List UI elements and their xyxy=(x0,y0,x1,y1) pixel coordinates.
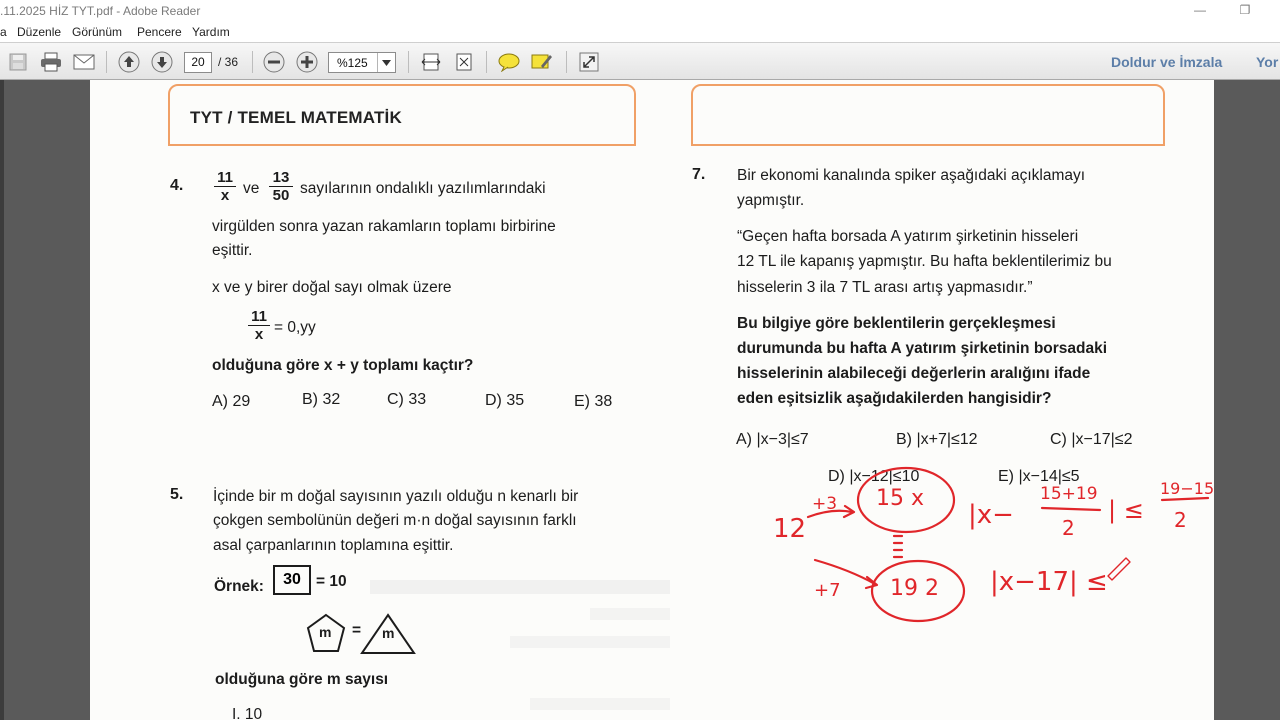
prev-page-icon[interactable] xyxy=(117,50,141,74)
window-title: .11.2025 HİZ TYT.pdf - Adobe Reader xyxy=(0,4,201,18)
left-header-title: TYT / TEMEL MATEMATİK xyxy=(190,108,402,127)
fit-page-icon[interactable] xyxy=(452,50,476,74)
hw-base: 12 xyxy=(773,514,807,544)
q7-question-2: durumunda bu hafta A yatırım şirketinin borsadaki xyxy=(737,340,1108,357)
hw-result: |x−17| ≤ xyxy=(990,567,1108,597)
q7-line-1: Bir ekonomi kanalında spiker aşağıdaki açıklamayı xyxy=(737,167,1086,184)
minimize-button[interactable]: — xyxy=(1194,3,1206,17)
q5-example-label: Örnek: xyxy=(214,578,264,595)
hw-plus3: +3 xyxy=(812,494,838,514)
q4-fraction-2: $\frac{13}{50}$ xyxy=(269,169,293,205)
q4-line-1: sayılarının ondalıklı yazılımlarındaki xyxy=(300,180,546,197)
title-bar xyxy=(0,0,1280,22)
q4-ve: ve xyxy=(243,180,260,197)
hw-low: 15 x xyxy=(876,486,925,511)
q5-triangle-label: m xyxy=(382,625,395,641)
q5-number: 5. xyxy=(170,486,184,503)
chevron-down-icon[interactable] xyxy=(377,53,395,72)
save-icon[interactable] xyxy=(6,50,30,74)
q4-line-2: virgülden sonra yazan rakamların toplamı birbirine xyxy=(212,218,556,235)
hw-high: 19 2 xyxy=(890,576,939,601)
highlight-icon[interactable] xyxy=(530,50,554,74)
q5-item-i: I. 10 xyxy=(232,706,263,720)
page-total: / 36 xyxy=(218,55,239,69)
zoom-out-icon[interactable] xyxy=(262,50,286,74)
q7-question-1: Bu bilgiye göre beklentilerin gerçekleşmesi xyxy=(737,315,1056,332)
q4-equation-rhs: = 0,yy xyxy=(274,319,316,336)
q7-option-d: D) |x−12|≤10 xyxy=(828,468,920,485)
q4-number: 4. xyxy=(170,177,184,194)
q4-question: olduğuna göre x + y toplamı kaçtır? xyxy=(212,357,474,374)
zoom-value: %125 xyxy=(337,56,368,70)
hw-half-num: 19−15 xyxy=(1160,479,1214,498)
fill-and-sign-link[interactable]: Doldur ve İmzala xyxy=(1111,54,1223,70)
hw-abs-open: |x− xyxy=(968,500,1014,530)
q7-option-e: E) |x−14|≤5 xyxy=(998,468,1080,485)
q4-equation-fraction: $\frac{11}{x}$ xyxy=(248,308,270,344)
q7-quote-3: hisselerin 3 ila 7 TL arası artış yapmasıdır.” xyxy=(737,279,1033,296)
q5-example-result: = 10 xyxy=(316,573,347,590)
q7-question-4: eden eşitsizlik aşağıdakilerden hangisidir? xyxy=(737,390,1052,407)
q4-option-a: A) 29 xyxy=(212,393,251,410)
q5-line-1: İçinde bir m doğal sayısının yazılı olduğu n kenarlı bir xyxy=(213,488,579,505)
hw-mid-den: 2 xyxy=(1062,516,1075,540)
document-viewport[interactable] xyxy=(0,80,1280,720)
email-icon[interactable] xyxy=(72,50,96,74)
q5-line-3: asal çarpanlarının toplamına eşittir. xyxy=(213,537,454,554)
toolbar xyxy=(0,42,1280,80)
q7-option-b: B) |x+7|≤12 xyxy=(896,431,978,448)
q4-option-b: B) 32 xyxy=(302,391,341,408)
handwriting-overlay xyxy=(90,80,1214,720)
q5-question: olduğuna göre m sayısı xyxy=(215,671,389,688)
pdf-page xyxy=(90,80,1214,720)
q7-option-c: C) |x−17|≤2 xyxy=(1050,431,1133,448)
menu-item-help[interactable]: Yardım xyxy=(192,25,230,39)
q4-option-c: C) 33 xyxy=(387,391,427,408)
q5-pentagon-label: m xyxy=(319,624,332,640)
hw-half-den: 2 xyxy=(1174,508,1187,532)
menu-item-edit[interactable]: Düzenle xyxy=(17,25,62,39)
q4-line-4: x ve y birer doğal sayı olmak üzere xyxy=(212,279,452,296)
menu-item-partial[interactable]: a xyxy=(0,25,7,39)
zoom-in-icon[interactable] xyxy=(295,50,319,74)
menu-bar xyxy=(0,22,1280,42)
menu-item-window[interactable]: Pencere xyxy=(137,25,182,39)
fit-width-icon[interactable] xyxy=(419,50,443,74)
q4-option-d: D) 35 xyxy=(485,392,525,409)
comment-icon[interactable] xyxy=(497,50,521,74)
q4-fraction-1: $\frac{11}{x}$ xyxy=(214,169,236,205)
q4-line-3: eşittir. xyxy=(212,242,253,259)
q7-option-a: A) |x−3|≤7 xyxy=(736,431,809,448)
q7-line-2: yapmıştır. xyxy=(737,192,805,209)
q5-shape-equals: = xyxy=(352,622,362,639)
next-page-icon[interactable] xyxy=(150,50,174,74)
zoom-select[interactable] xyxy=(328,52,396,73)
hw-mid-num: 15+19 xyxy=(1040,484,1098,504)
q7-quote-2: 12 TL ile kapanış yapmıştır. Bu hafta beklentilerimiz bu xyxy=(737,253,1112,270)
print-icon[interactable] xyxy=(39,50,63,74)
page-number-input[interactable]: 20 xyxy=(184,52,212,73)
q7-number: 7. xyxy=(692,166,706,183)
menu-item-view[interactable]: Görünüm xyxy=(72,25,123,39)
q5-line-2: çokgen sembolünün değeri m·n doğal sayısının farklı xyxy=(213,512,577,529)
q7-question-3: hisselerinin alabileceği değerlerin aralığını ifade xyxy=(737,365,1091,382)
q5-example-box: 30 xyxy=(273,565,311,595)
q4-option-e: E) 38 xyxy=(574,393,613,410)
expand-icon[interactable] xyxy=(577,50,601,74)
q7-quote-1: “Geçen hafta borsada A yatırım şirketinin hisseleri xyxy=(737,228,1079,245)
hw-le: | ≤ xyxy=(1108,496,1144,524)
restore-button[interactable]: ❐ xyxy=(1239,3,1251,17)
hw-plus7: +7 xyxy=(814,580,841,601)
comment-panel-link[interactable]: Yor xyxy=(1256,54,1279,70)
